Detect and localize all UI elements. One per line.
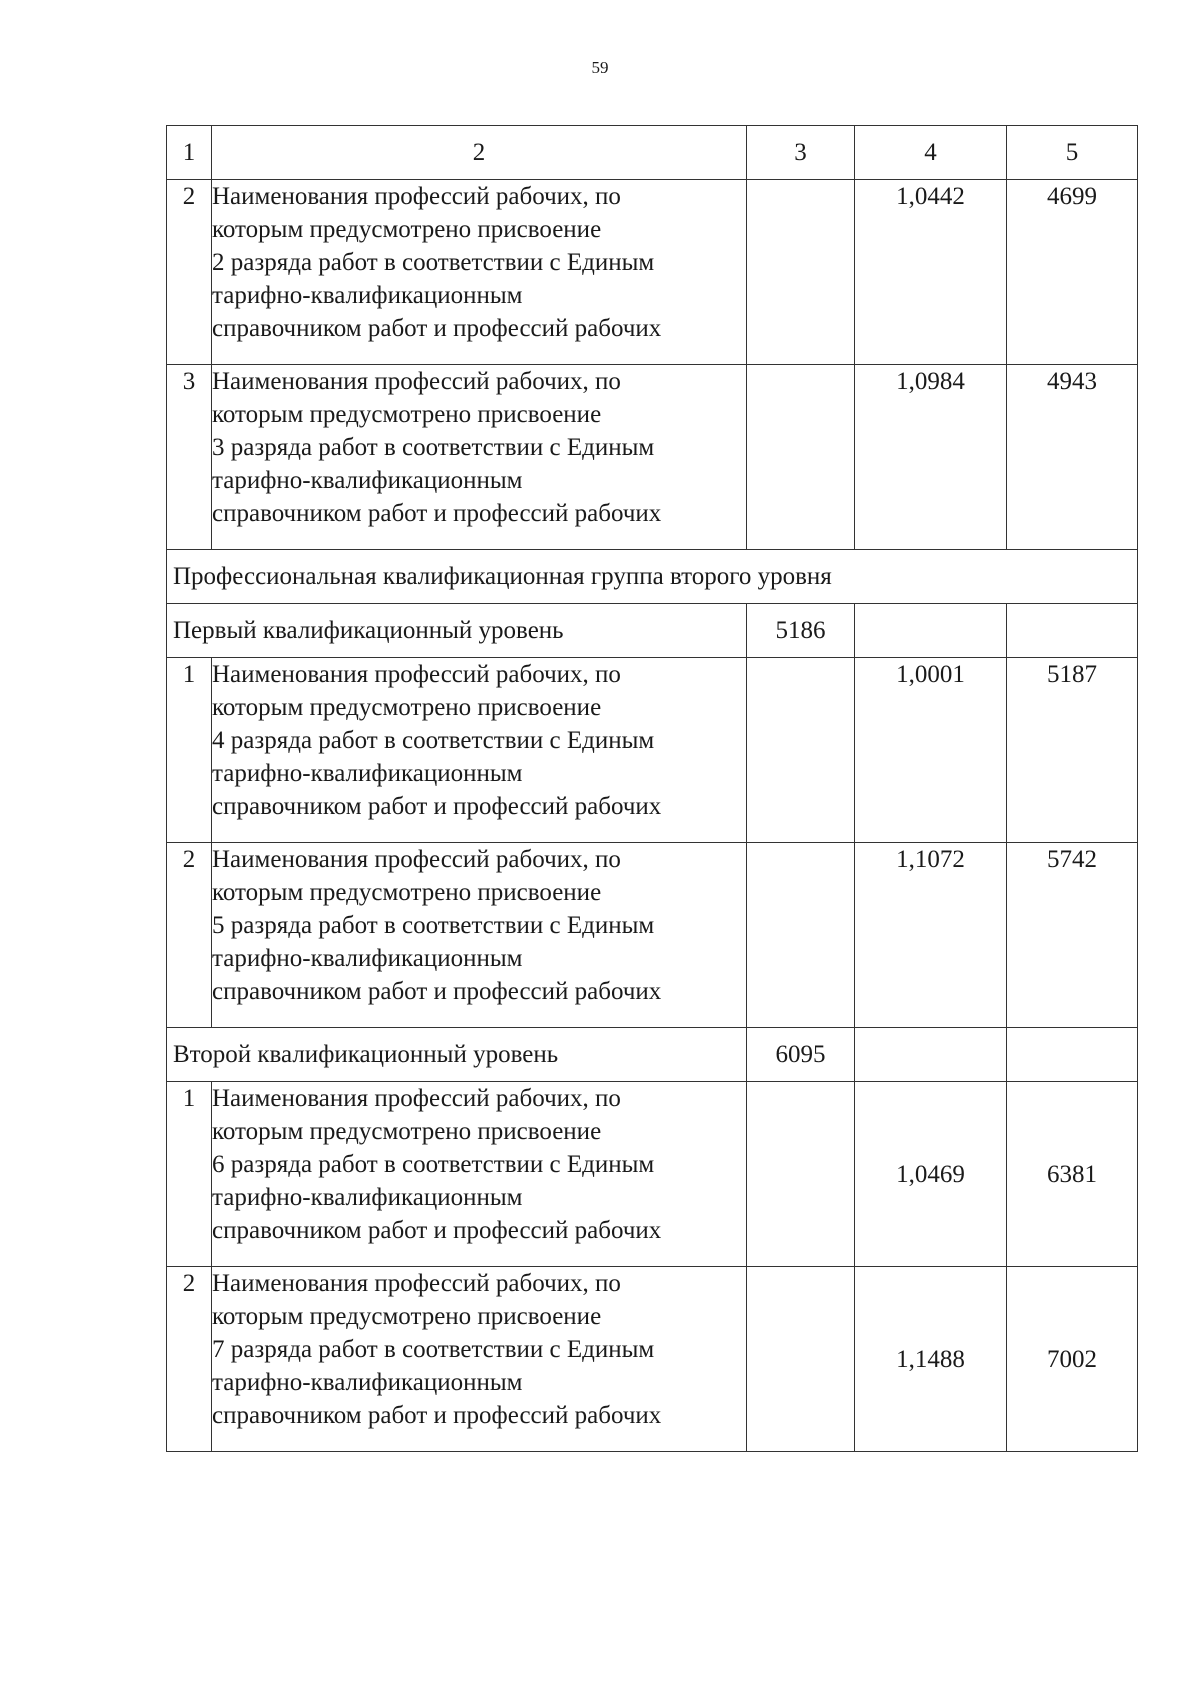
table-row: [167, 365, 1138, 550]
coefficient-value: 1,0442: [855, 180, 1007, 365]
level-col5: [1007, 604, 1138, 658]
row-number: 1: [167, 658, 212, 843]
row-number: 2: [167, 1267, 212, 1452]
salary-value: 7002: [1007, 1267, 1138, 1452]
header-cell-4: 4: [855, 126, 1007, 180]
level-col4: [855, 604, 1007, 658]
profession-name-line: 5 разряда работ в соответствии с Единым: [212, 912, 655, 939]
profession-name-line: 3 разряда работ в соответствии с Единым: [212, 434, 655, 461]
row-number: 1: [167, 1082, 212, 1267]
coefficient-value: 1,0984: [855, 365, 1007, 550]
profession-name: [212, 365, 747, 550]
profession-name-line: которым предусмотрено присвоение: [212, 694, 602, 721]
page-number: 59: [591, 58, 609, 77]
salary-value: 4699: [1007, 180, 1138, 365]
coefficient-value: 1,1488: [855, 1267, 1007, 1452]
table-row: [167, 1267, 1138, 1452]
table-body: [167, 126, 1138, 1452]
profession-name-line: тарифно-квалификационным: [212, 760, 523, 787]
profession-name-line: которым предусмотрено присвоение: [212, 1118, 602, 1145]
section-label: Профессиональная квалификационная группа второго уровня: [167, 550, 1138, 604]
profession-name: [212, 180, 747, 365]
header-cell-5: 5: [1007, 126, 1138, 180]
profession-name-line: которым предусмотрено присвоение: [212, 401, 602, 428]
profession-name-line: тарифно-квалификационным: [212, 282, 523, 309]
header-cell-1: 1: [167, 126, 212, 180]
profession-name-line: 6 разряда работ в соответствии с Единым: [212, 1151, 655, 1178]
row-number: 2: [167, 843, 212, 1028]
row-number: 2: [167, 180, 212, 365]
profession-name-line: справочником работ и профессий рабочих: [212, 1402, 662, 1429]
profession-name-line: справочником работ и профессий рабочих: [212, 500, 662, 527]
level-col4: [855, 1028, 1007, 1082]
profession-name-line: справочником работ и профессий рабочих: [212, 793, 662, 820]
profession-name-line: 2 разряда работ в соответствии с Единым: [212, 249, 655, 276]
profession-name-line: Наименования профессий рабочих, по: [212, 1270, 621, 1297]
header-cell-3: 3: [747, 126, 855, 180]
profession-name-line: справочником работ и профессий рабочих: [212, 315, 662, 342]
profession-name-line: тарифно-квалификационным: [212, 467, 523, 494]
table-row: [167, 1082, 1138, 1267]
profession-name-line: Наименования профессий рабочих, по: [212, 846, 621, 873]
header-cell-2: 2: [212, 126, 747, 180]
row-number: 3: [167, 365, 212, 550]
level-row: [167, 604, 1138, 658]
profession-name-line: которым предусмотрено присвоение: [212, 1303, 602, 1330]
coefficient-value: 1,0001: [855, 658, 1007, 843]
salary-value: 6381: [1007, 1082, 1138, 1267]
col3-value: [747, 658, 855, 843]
coefficient-value: 1,0469: [855, 1082, 1007, 1267]
profession-name-line: справочником работ и профессий рабочих: [212, 978, 662, 1005]
level-col3: 5186: [747, 604, 855, 658]
profession-name-line: 4 разряда работ в соответствии с Единым: [212, 727, 655, 754]
salary-value: 5187: [1007, 658, 1138, 843]
qualification-table: [166, 125, 1138, 1452]
profession-name-line: которым предусмотрено присвоение: [212, 879, 602, 906]
col3-value: [747, 843, 855, 1028]
level-col3: 6095: [747, 1028, 855, 1082]
profession-name-line: 7 разряда работ в соответствии с Единым: [212, 1336, 655, 1363]
level-label: Второй квалификационный уровень: [167, 1028, 747, 1082]
profession-name-line: Наименования профессий рабочих, по: [212, 183, 621, 210]
col3-value: [747, 1267, 855, 1452]
coefficient-value: 1,1072: [855, 843, 1007, 1028]
profession-name-line: которым предусмотрено присвоение: [212, 216, 602, 243]
col3-value: [747, 1082, 855, 1267]
level-col5: [1007, 1028, 1138, 1082]
section-row: [167, 550, 1138, 604]
profession-name-line: тарифно-квалификационным: [212, 945, 523, 972]
table-row: [167, 658, 1138, 843]
salary-value: 5742: [1007, 843, 1138, 1028]
level-label: Первый квалификационный уровень: [167, 604, 747, 658]
col3-value: [747, 180, 855, 365]
profession-name-line: справочником работ и профессий рабочих: [212, 1217, 662, 1244]
profession-name-line: тарифно-квалификационным: [212, 1184, 523, 1211]
profession-name: [212, 1082, 747, 1267]
profession-name-line: Наименования профессий рабочих, по: [212, 661, 621, 688]
salary-value: 4943: [1007, 365, 1138, 550]
profession-name-line: Наименования профессий рабочих, по: [212, 368, 621, 395]
profession-name: [212, 658, 747, 843]
profession-name: [212, 1267, 747, 1452]
level-row: [167, 1028, 1138, 1082]
profession-name-line: тарифно-квалификационным: [212, 1369, 523, 1396]
col3-value: [747, 365, 855, 550]
profession-name: [212, 843, 747, 1028]
table-row: [167, 180, 1138, 365]
profession-name-line: Наименования профессий рабочих, по: [212, 1085, 621, 1112]
table-row: [167, 843, 1138, 1028]
header-row: [167, 126, 1138, 180]
